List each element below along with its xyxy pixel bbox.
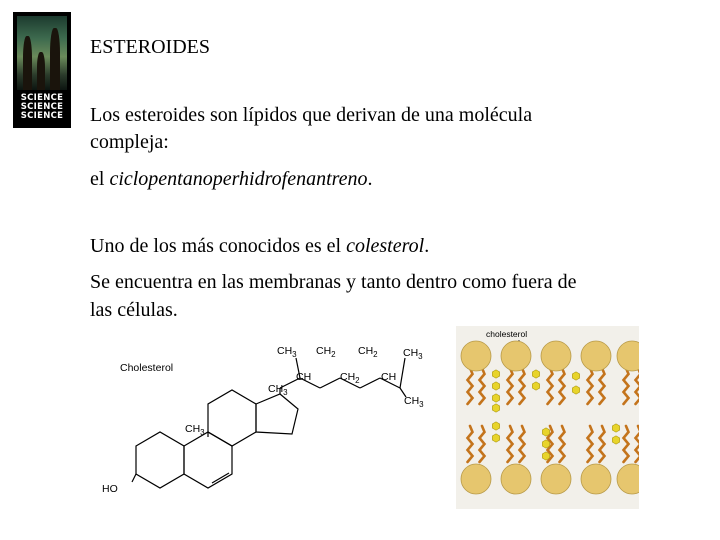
sterol-ring [532, 370, 539, 378]
chain-label [277, 345, 297, 359]
lipid-tail [588, 368, 593, 404]
lipid-head [541, 464, 571, 494]
subscript: 3 [292, 350, 297, 359]
chain-ch: CH [277, 345, 293, 357]
chain-label: CH [381, 371, 397, 383]
sterol-ring [612, 436, 619, 444]
steroid-rings [132, 358, 406, 488]
subscript: 3 [200, 428, 205, 437]
logo-word: SCIENCE [20, 111, 64, 121]
membrane-illustration [456, 326, 639, 509]
lipid-head [501, 464, 531, 494]
lipid-head [617, 464, 639, 494]
subscript: 3 [283, 388, 288, 397]
lipid-tail [508, 368, 513, 404]
science-logo-icon [17, 16, 67, 90]
term-ciclopentanoperhidrofenantreno: ciclopentanoperhidrofenantreno [109, 168, 368, 190]
paragraph-1-line-1: Los esteroides son lípidos que derivan de una molécula [90, 104, 533, 126]
lipid-tail [560, 426, 565, 462]
sterol-ring [542, 452, 549, 460]
subscript: 3 [419, 400, 424, 409]
slide-title: ESTEROIDES [90, 36, 210, 58]
sterol-ring [492, 370, 499, 378]
lipid-tail [588, 426, 593, 462]
lipid-head [501, 341, 531, 371]
lipid-tail [600, 368, 605, 404]
sterol-ring [492, 404, 499, 412]
subscript: 2 [331, 350, 336, 359]
lipid-tail [624, 368, 629, 404]
methyl-label [185, 423, 205, 437]
sterol-ring [492, 422, 499, 430]
cholesterol-structure-diagram [100, 336, 440, 504]
sterol-ring [612, 424, 619, 432]
lipid-tail [468, 426, 473, 462]
chain-ch: CH [403, 347, 419, 359]
paragraph-2-line-2: Se encuentra en las membranas y tanto dentro como fuera de [90, 271, 577, 293]
lipid-head [461, 341, 491, 371]
lipid-tail [560, 368, 565, 404]
lipid-tail [624, 426, 629, 462]
chain-ch: CH [316, 345, 332, 357]
lipid-tail [520, 426, 525, 462]
logo-word: SCIENCE [20, 102, 64, 112]
lipid-tail [508, 426, 513, 462]
lipid-head [461, 464, 491, 494]
subscript: 2 [373, 350, 378, 359]
lipid-tail [468, 368, 473, 404]
text-suffix: . [367, 168, 373, 190]
lipid-tail [520, 368, 525, 404]
structure-label: Cholesterol [120, 362, 174, 374]
methyl-ch: CH [268, 383, 284, 395]
sterol-ring [542, 440, 549, 448]
science-logo [13, 12, 71, 128]
chain-label [403, 347, 423, 361]
lipid-tail [480, 426, 485, 462]
lipid-tail [636, 368, 640, 404]
chain-label [358, 345, 378, 359]
text-prefix: el [90, 168, 110, 190]
logo-word: SCIENCE [20, 93, 64, 103]
sterol-ring [492, 394, 499, 402]
lipid-tail [636, 426, 640, 462]
sterol-ring [532, 382, 539, 390]
lipid-head [581, 464, 611, 494]
lipid-tail [600, 426, 605, 462]
lipid-tail [548, 368, 553, 404]
chain-ch: CH [340, 371, 356, 383]
lipid-tail [480, 368, 485, 404]
paragraph-1-line-3 [90, 166, 373, 192]
sterol-ring [572, 372, 579, 380]
paragraph-2-line-1 [90, 233, 429, 259]
text-prefix: Uno de los más conocidos es el [90, 235, 347, 257]
sterol-ring [542, 428, 549, 436]
chain-ch: CH [358, 345, 374, 357]
paragraph-2-line-3: las células. [90, 299, 178, 321]
sterol-ring [492, 382, 499, 390]
sterol-ring [492, 434, 499, 442]
chain-label [340, 371, 360, 385]
lipid-bilayer [456, 326, 639, 509]
sterol-ring [572, 386, 579, 394]
hydroxyl-label: HO [102, 483, 118, 495]
subscript: 3 [418, 352, 423, 361]
science-logo-words [15, 94, 69, 121]
cholesterol-label: cholesterol [486, 329, 528, 339]
paragraph-1-line-2: compleja: [90, 131, 169, 153]
chain-label [404, 395, 424, 409]
lipid-head [581, 341, 611, 371]
lipid-head [541, 341, 571, 371]
subscript: 2 [355, 376, 360, 385]
text-suffix: . [424, 235, 430, 257]
chain-label: CH [296, 371, 312, 383]
methyl-ch: CH [185, 423, 201, 435]
chain-ch: CH [404, 395, 420, 407]
term-colesterol: colesterol [346, 235, 425, 257]
chain-label [316, 345, 336, 359]
lipid-head [617, 341, 639, 371]
